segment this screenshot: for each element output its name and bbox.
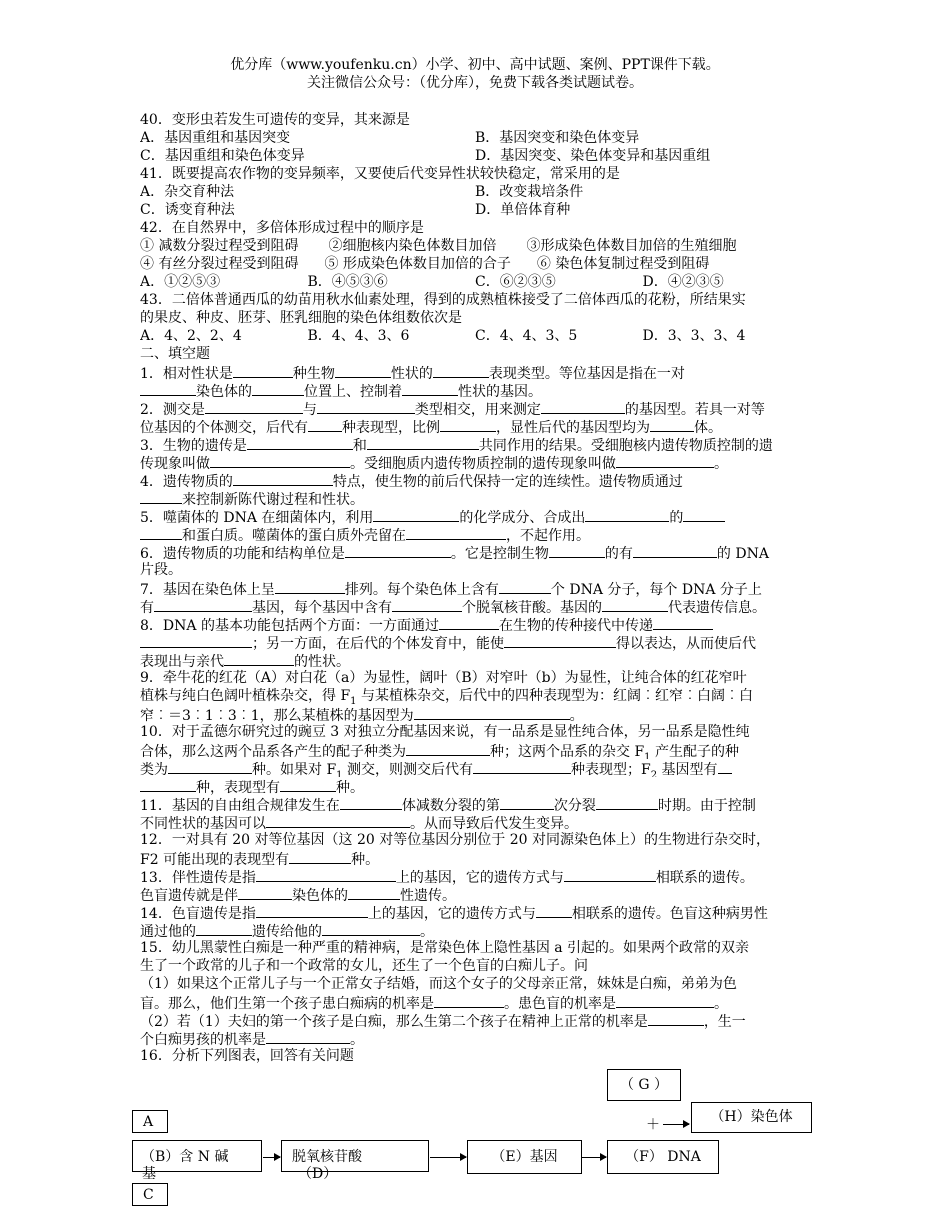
- text: 性状的基因。: [458, 384, 542, 399]
- fill-16-stem: 16．分析下列图表，回答有关问题: [140, 1048, 354, 1064]
- text: 产生配子的种: [650, 744, 739, 759]
- text: 通过他的: [140, 924, 196, 939]
- text: 的化学成分、合成出: [459, 510, 586, 525]
- text: 个白痴男孩的机率是: [140, 1032, 266, 1047]
- blank: [433, 363, 489, 378]
- q41-option-a: A．杂交育种法: [140, 184, 235, 200]
- blank: [322, 921, 420, 936]
- fill-2-line1: [140, 399, 810, 417]
- text: 时期。由于控制: [657, 798, 756, 813]
- diagram-box-f: （F） DNA: [607, 1140, 719, 1174]
- text: 遗传给他的: [252, 924, 322, 939]
- q42-item-2: ②细胞核内染色体数目加倍: [328, 238, 497, 254]
- blank: [280, 777, 336, 792]
- q42-item-3: ③形成染色体数目加倍的生殖细胞: [526, 238, 737, 254]
- blank: [140, 381, 196, 396]
- blank: [414, 705, 570, 720]
- blank: [140, 525, 182, 540]
- q40-option-a: A．基因重组和基因突变: [140, 130, 291, 146]
- blank: [406, 525, 506, 540]
- q40-options-row1: [140, 129, 810, 147]
- diagram-box-a: A: [132, 1110, 168, 1133]
- text: 染色体的: [292, 888, 348, 903]
- text: 性状的: [390, 366, 433, 381]
- q42-item-6: ⑥ 染色体复制过程受到阻碍: [536, 256, 710, 272]
- text: 种，表现型有: [196, 780, 280, 795]
- q40-stem: 40．变形虫若发生可遗传的变异，其来源是: [140, 112, 410, 128]
- blank: [205, 399, 303, 414]
- blank: [402, 381, 458, 396]
- blank: [340, 795, 402, 810]
- fill-8-line2: [140, 633, 810, 651]
- blank: [683, 507, 725, 522]
- text: 相联系的遗传。: [655, 870, 754, 885]
- fill-3-line2: [140, 453, 810, 471]
- text: 基因，每个基因中含有: [252, 600, 392, 615]
- q43-option-a: A．4、2、2、4: [140, 328, 242, 344]
- q41-option-b: B．改变栽培条件: [475, 184, 584, 200]
- text: 7．基因在染色体上呈: [140, 582, 275, 597]
- fill-14-line1: [140, 903, 810, 921]
- fill-4-line2: [140, 489, 810, 507]
- text: 色盲遗传就是伴: [140, 888, 238, 903]
- blank: [210, 453, 350, 468]
- text: 的: [669, 510, 684, 525]
- text: 在生物的传种接代中传递: [498, 618, 653, 633]
- text: 传现象叫做: [140, 456, 210, 471]
- blank: [224, 651, 294, 666]
- text: 的性状。: [294, 654, 350, 669]
- fill-7-line2: [140, 597, 810, 615]
- fill-7-line1: [140, 579, 810, 597]
- q42-items-row1: [140, 237, 810, 255]
- text: 6．遗传物质的功能和结构单位是: [140, 546, 345, 561]
- blank: [252, 381, 304, 396]
- blank: [616, 993, 714, 1008]
- blank: [233, 363, 293, 378]
- question-content: [140, 111, 810, 1065]
- section-fill-title: 二、填空题: [140, 346, 210, 362]
- blank: [154, 597, 252, 612]
- subscript: 1: [644, 751, 651, 759]
- text: 种。: [351, 852, 380, 867]
- q42-option-d: D．④②③⑤: [642, 274, 724, 290]
- blank: [536, 903, 572, 918]
- text: F2 可能出现的表现型有: [140, 852, 290, 867]
- text: 与: [302, 402, 317, 417]
- text: 类型相交，用来测定: [414, 402, 541, 417]
- text: 14．色盲遗传是指: [140, 906, 256, 921]
- text: 次分裂: [553, 798, 596, 813]
- fill-8-line1: [140, 615, 810, 633]
- blank: [367, 435, 479, 450]
- text: 种表现型，比例: [342, 420, 440, 435]
- blank: [256, 867, 396, 882]
- text: 来控制新陈代谢过程和性状。: [182, 492, 364, 507]
- text: 位置上、控制着: [304, 384, 402, 399]
- q43-option-b: B．4、4、3、6: [307, 328, 410, 344]
- text: 1．相对性状是: [140, 366, 233, 381]
- fill-15-line5: [140, 1011, 810, 1029]
- fill-4-line1: [140, 471, 810, 489]
- text: 植株与纯白色阔叶植株杂交，得 F: [140, 688, 351, 704]
- text: 的基因型。若具一对等: [624, 402, 765, 417]
- diagram-box-c: C: [132, 1183, 168, 1206]
- diagram-box-e: （E）基因: [467, 1140, 582, 1174]
- blank: [196, 921, 252, 936]
- text: 测交，则测交后代有: [342, 762, 473, 777]
- diagram-arrow-d-to-e: [430, 1157, 466, 1158]
- blank: [266, 1029, 350, 1044]
- text: （2）若（1）夫妇的第一个孩子是白痴，那么生第二个孩子在精神上正常的机率是: [140, 1014, 648, 1029]
- blank: [406, 741, 490, 756]
- text: 染色体的: [196, 384, 252, 399]
- blank: [596, 795, 658, 810]
- text: 和: [352, 438, 367, 453]
- text: 上的基因，它的遗传方式与: [367, 906, 536, 921]
- text: ；另一方面，在后代的个体发育中，能使: [252, 636, 504, 651]
- text: 合体，那么这两个品系各产生的配子种类为: [140, 744, 406, 759]
- q40-option-d: D．基因突变、染色体变异和基因重组: [475, 148, 711, 164]
- fill-6-line1: [140, 543, 810, 561]
- q43-stem-line1: 43．二倍体普通西瓜的幼苗用秋水仙素处理，得到的成熟植株接受了二倍体西瓜的花粉，所结果实: [140, 292, 746, 308]
- q40-option-c: C．基因重组和染色体变异: [140, 148, 305, 164]
- fill-6-line2: 片段。: [140, 562, 182, 578]
- blank: [440, 417, 496, 432]
- q41-stem: 41．既要提高农作物的变异频率，又要使后代变异性状较快稳定，常采用的是: [140, 166, 620, 182]
- blank: [247, 435, 353, 450]
- fill-10-line3: [140, 759, 810, 777]
- blank: [585, 507, 669, 522]
- q41-options-row2: [140, 201, 810, 219]
- fill-9-line2: [140, 687, 810, 705]
- fill-5-line1: [140, 507, 810, 525]
- text: 表现出与亲代: [140, 654, 224, 669]
- q43-option-d: D．3、3、3、4: [642, 328, 746, 344]
- text: 种。如果对 F: [252, 762, 337, 777]
- fill-9-line3: [140, 705, 810, 723]
- text: 8．DNA 的基本功能包括两个方面：一方面通过: [140, 618, 439, 633]
- q42-options: [140, 273, 810, 291]
- text: 。: [350, 1032, 364, 1047]
- text: 得以表达，从而使后代: [616, 636, 756, 651]
- text: 。从而导致后代发生变异。: [410, 816, 578, 831]
- diagram-arrow-b-to-d: [263, 1157, 280, 1158]
- fill-1-line1: [140, 363, 810, 381]
- fill-11-line1: [140, 795, 810, 813]
- blank: [373, 507, 459, 522]
- q42-stem: 42．在自然界中，多倍体形成过程中的顺序是: [140, 220, 424, 236]
- fill-15-line2: 生了一个政常的儿子和一个政常的女儿，还生了一个色盲的白痴儿子。问: [140, 958, 588, 974]
- fill-10-line1: 10．对于孟德尔研究过的豌豆 3 对独立分配基因来说，有一品系是显性纯合体，另一品系是隐性纯: [140, 724, 750, 740]
- fill-10-line4: [140, 777, 810, 795]
- q41-option-c: C．诱变育种法: [140, 202, 235, 218]
- blank: [602, 597, 668, 612]
- text: 与某植株杂交，后代中的四种表现型为：红阔︰红窄︰白阔︰白: [356, 688, 753, 704]
- fill-15-line1: 15．幼儿黑蒙性白痴是一种严重的精神病，是常染色体上隐性基因 a 引起的。如果两个政常的双亲: [140, 940, 750, 956]
- diagram-plus-sign: ＋: [646, 1117, 660, 1133]
- fill-9-line1: 9．牵牛花的红花（A）对白花（a）为显性，阔叶（B）对窄叶（b）为显性，让纯合体的红花窄叶: [140, 670, 747, 686]
- diagram-box-d: 脱氧核苷酸: [281, 1140, 429, 1172]
- text: 位基因的个体测交，后代有: [140, 420, 308, 435]
- blank: [140, 489, 182, 504]
- blank: [308, 417, 342, 432]
- text: 的 DNA: [716, 546, 769, 561]
- fill-8-line3: [140, 651, 810, 669]
- blank: [140, 777, 196, 792]
- blank: [317, 399, 415, 414]
- fill-11-line2: [140, 813, 810, 831]
- text: 3．生物的遗传是: [140, 438, 247, 453]
- diagram-arrow-e-to-f: [581, 1157, 606, 1158]
- blank: [718, 759, 732, 774]
- q42-item-1: ① 减数分裂过程受到阻碍: [140, 238, 299, 254]
- fill-13-line1: [140, 867, 810, 885]
- blank: [439, 615, 499, 630]
- text: 窄︰＝3︰1︰3︰1，那么某植株的基因型为: [140, 708, 414, 723]
- text: 13．伴性遗传是指: [140, 870, 256, 885]
- text: 。它是控制生物: [450, 546, 549, 561]
- subscript: 1: [336, 769, 343, 777]
- q42-option-b: B．④⑤③⑥: [307, 274, 388, 290]
- text: 2．测交是: [140, 402, 205, 417]
- subscript: 2: [650, 769, 658, 777]
- fill-13-line2: [140, 885, 810, 903]
- blank: [541, 399, 625, 414]
- diagram-box-h: （H）染色体: [691, 1102, 812, 1133]
- q43-option-c: C．4、4、3、5: [475, 328, 578, 344]
- blank: [256, 903, 368, 918]
- header-line-1: 优分库（www.youfenku.cn）小学、初中、高中试题、案例、PPT课件下载。: [230, 57, 720, 73]
- blank: [499, 579, 551, 594]
- text: 种；这两个品系的杂交 F: [490, 744, 645, 759]
- text: ，生一: [703, 1014, 746, 1029]
- text: 个 DNA 分子，每个 DNA 分子上: [550, 582, 762, 597]
- text: 基因型有: [657, 762, 718, 777]
- diagram-box-g: （ G ）: [607, 1069, 681, 1101]
- fill-5-line2: [140, 525, 810, 543]
- q43-stem-line2: 的果皮、种皮、胚芽、胚乳细胞的染色体组数依次是: [140, 310, 462, 326]
- text: ，不起作用。: [506, 528, 590, 543]
- text: 相联系的遗传。色盲这种病男性: [571, 906, 768, 921]
- text: 种表现型；F: [571, 762, 651, 777]
- text: 种生物: [292, 366, 335, 381]
- blank: [564, 867, 656, 882]
- text: 种。: [336, 780, 364, 795]
- blank: [650, 417, 694, 432]
- blank: [275, 579, 345, 594]
- blank: [616, 453, 714, 468]
- fill-15-line4: [140, 993, 810, 1011]
- diagram-arrow-to-h: [663, 1124, 689, 1125]
- blank: [648, 1011, 704, 1026]
- text: 。: [420, 924, 434, 939]
- text: 。受细胞质内遗传物质控制的遗传现象叫做: [350, 456, 616, 471]
- subscript: 1: [350, 695, 357, 705]
- q42-option-a: A．①②⑤③: [140, 274, 221, 290]
- text: 。: [569, 708, 584, 723]
- text: 4．遗传物质的: [140, 474, 233, 489]
- fill-15-line3: （1）如果这个正常儿子与一个正常女子结婚，而这个女子的父母亲正常，妹妹是白痴，弟弟为色: [140, 976, 737, 992]
- text: 和蛋白质。噬菌体的蛋白质外壳留在: [182, 528, 406, 543]
- q41-options-row1: [140, 183, 810, 201]
- fill-10-line2: [140, 741, 810, 759]
- q42-item-4: ④ 有丝分裂过程受到阻碍: [140, 256, 299, 272]
- blank: [233, 471, 333, 486]
- blank: [168, 759, 252, 774]
- blank: [266, 813, 410, 828]
- blank: [289, 849, 351, 864]
- blank: [392, 597, 462, 612]
- blank: [504, 633, 616, 648]
- blank: [434, 993, 504, 1008]
- text: 体。: [694, 420, 722, 435]
- q40-options-row2: [140, 147, 810, 165]
- q42-option-c: C．⑥②③⑤: [475, 274, 556, 290]
- blank: [238, 885, 292, 900]
- blank: [348, 885, 400, 900]
- text: 5．噬菌体的 DNA 在细菌体内，利用: [140, 510, 374, 525]
- text: 个脱氧核苷酸。基因的: [462, 600, 602, 615]
- text: 类为: [140, 762, 168, 777]
- text: 体减数分裂的第: [401, 798, 500, 813]
- text: 性遗传。: [400, 888, 456, 903]
- fill-12-line1: 12．一对具有 20 对等位基因（这 20 对等位基因分别位于 20 对同源染色体上）的生物进行杂交时，: [140, 832, 770, 848]
- text: 共同作用的结果。受细胞核内遗传物质控制的遗: [478, 438, 773, 453]
- text: 。: [714, 996, 728, 1011]
- header-line-2: 关注微信公众号：（优分库），免费下载各类试题试卷。: [307, 75, 643, 91]
- q40-option-b: B．基因突变和染色体变异: [475, 130, 640, 146]
- blank: [500, 795, 554, 810]
- fill-14-line2: [140, 921, 810, 939]
- q41-option-d: D．单倍体育种: [475, 202, 571, 218]
- diagram-box-b-label-cont: 基: [142, 1166, 156, 1182]
- text: 上的基因，它的遗传方式与: [395, 870, 564, 885]
- blank: [140, 633, 252, 648]
- blank: [633, 543, 717, 558]
- diagram-box-b-label: （B）含 N 碱: [141, 1149, 229, 1165]
- blank: [653, 615, 713, 630]
- text: 有: [140, 600, 154, 615]
- text: 盲。那么，他们生第一个孩子患白痴病的机率是: [140, 996, 434, 1011]
- text: 的有: [604, 546, 633, 561]
- q42-item-5: ⑤ 形成染色体数目加倍的合子: [324, 256, 511, 272]
- q43-options: [140, 327, 810, 345]
- text: 。: [714, 456, 728, 471]
- q42-items-row2: [140, 255, 810, 273]
- diagram-box-d-label: （D）: [298, 1166, 338, 1182]
- blank: [335, 363, 391, 378]
- fill-2-line2: [140, 417, 810, 435]
- text: ，显性后代的基因型均为: [496, 420, 650, 435]
- text: 表现类型。等位基因是指在一对: [488, 366, 685, 381]
- text: 。患色盲的机率是: [504, 996, 616, 1011]
- blank: [345, 543, 451, 558]
- text: 不同性状的基因可以: [140, 816, 266, 831]
- blank: [473, 759, 571, 774]
- fill-15-line6: [140, 1029, 810, 1047]
- fill-3-line1: [140, 435, 810, 453]
- fill-12-line2: [140, 849, 810, 867]
- text: 特点，使生物的前后代保持一定的连续性。遗传物质通过: [332, 474, 683, 489]
- text: 排列。每个染色体上含有: [344, 582, 499, 597]
- fill-1-line2: [140, 381, 810, 399]
- blank: [549, 543, 605, 558]
- text: 代表遗传信息。: [668, 600, 766, 615]
- text: 11．基因的自由组合规律发生在: [140, 798, 340, 813]
